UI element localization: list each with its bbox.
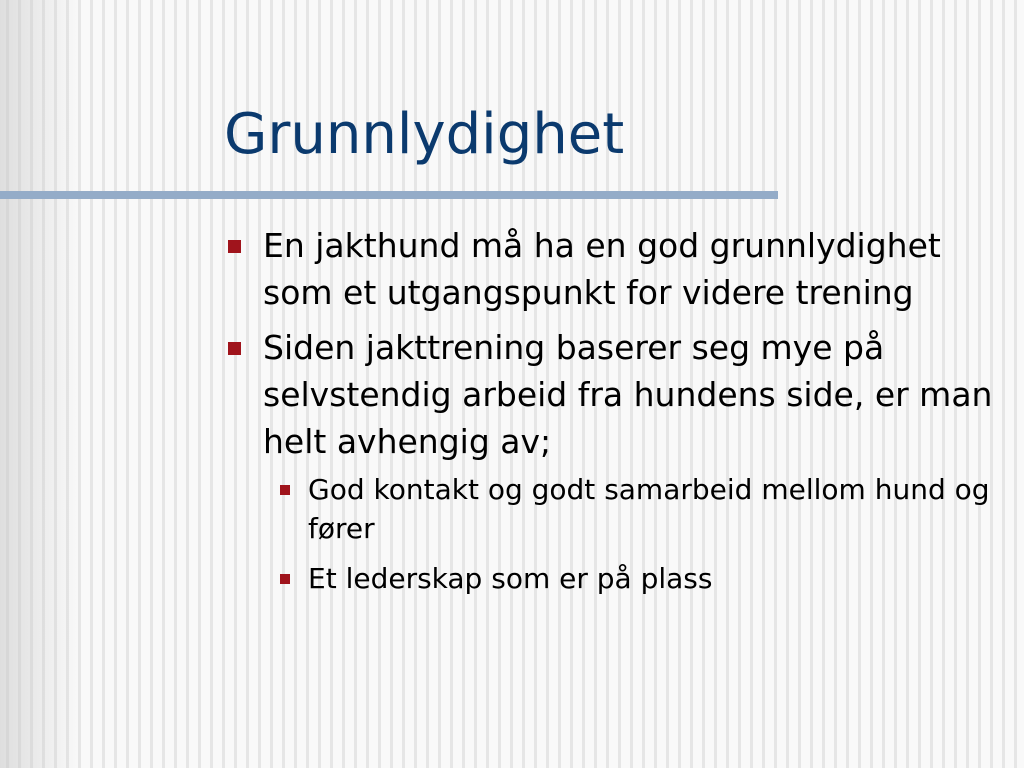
sub-bullet-text: Et lederskap som er på plass (308, 562, 713, 595)
square-bullet-icon (228, 240, 241, 253)
bullet-text: Siden jakttrening baserer seg mye på selvstendig arbeid fra hundens side, er man helt avhengig av; (263, 328, 993, 461)
bullet-item (222, 324, 1012, 598)
sub-bullet-text: God kontakt og godt samarbeid mellom hund og fører (308, 473, 990, 545)
background-shade (0, 0, 80, 768)
square-bullet-icon (280, 485, 290, 495)
square-bullet-icon (228, 342, 241, 355)
bullet-item (222, 222, 1012, 316)
bullet-text: En jakthund må ha en god grunnlydighet som et utgangspunkt for videre trening (263, 226, 941, 312)
slide-title: Grunnlydighet (224, 102, 625, 167)
sub-bullet-item (268, 559, 1012, 598)
slide-body (222, 222, 1012, 609)
sub-bullet-item (268, 470, 1012, 548)
square-bullet-icon (280, 574, 290, 584)
sub-bullet-list (268, 470, 1012, 598)
title-divider (0, 191, 778, 199)
